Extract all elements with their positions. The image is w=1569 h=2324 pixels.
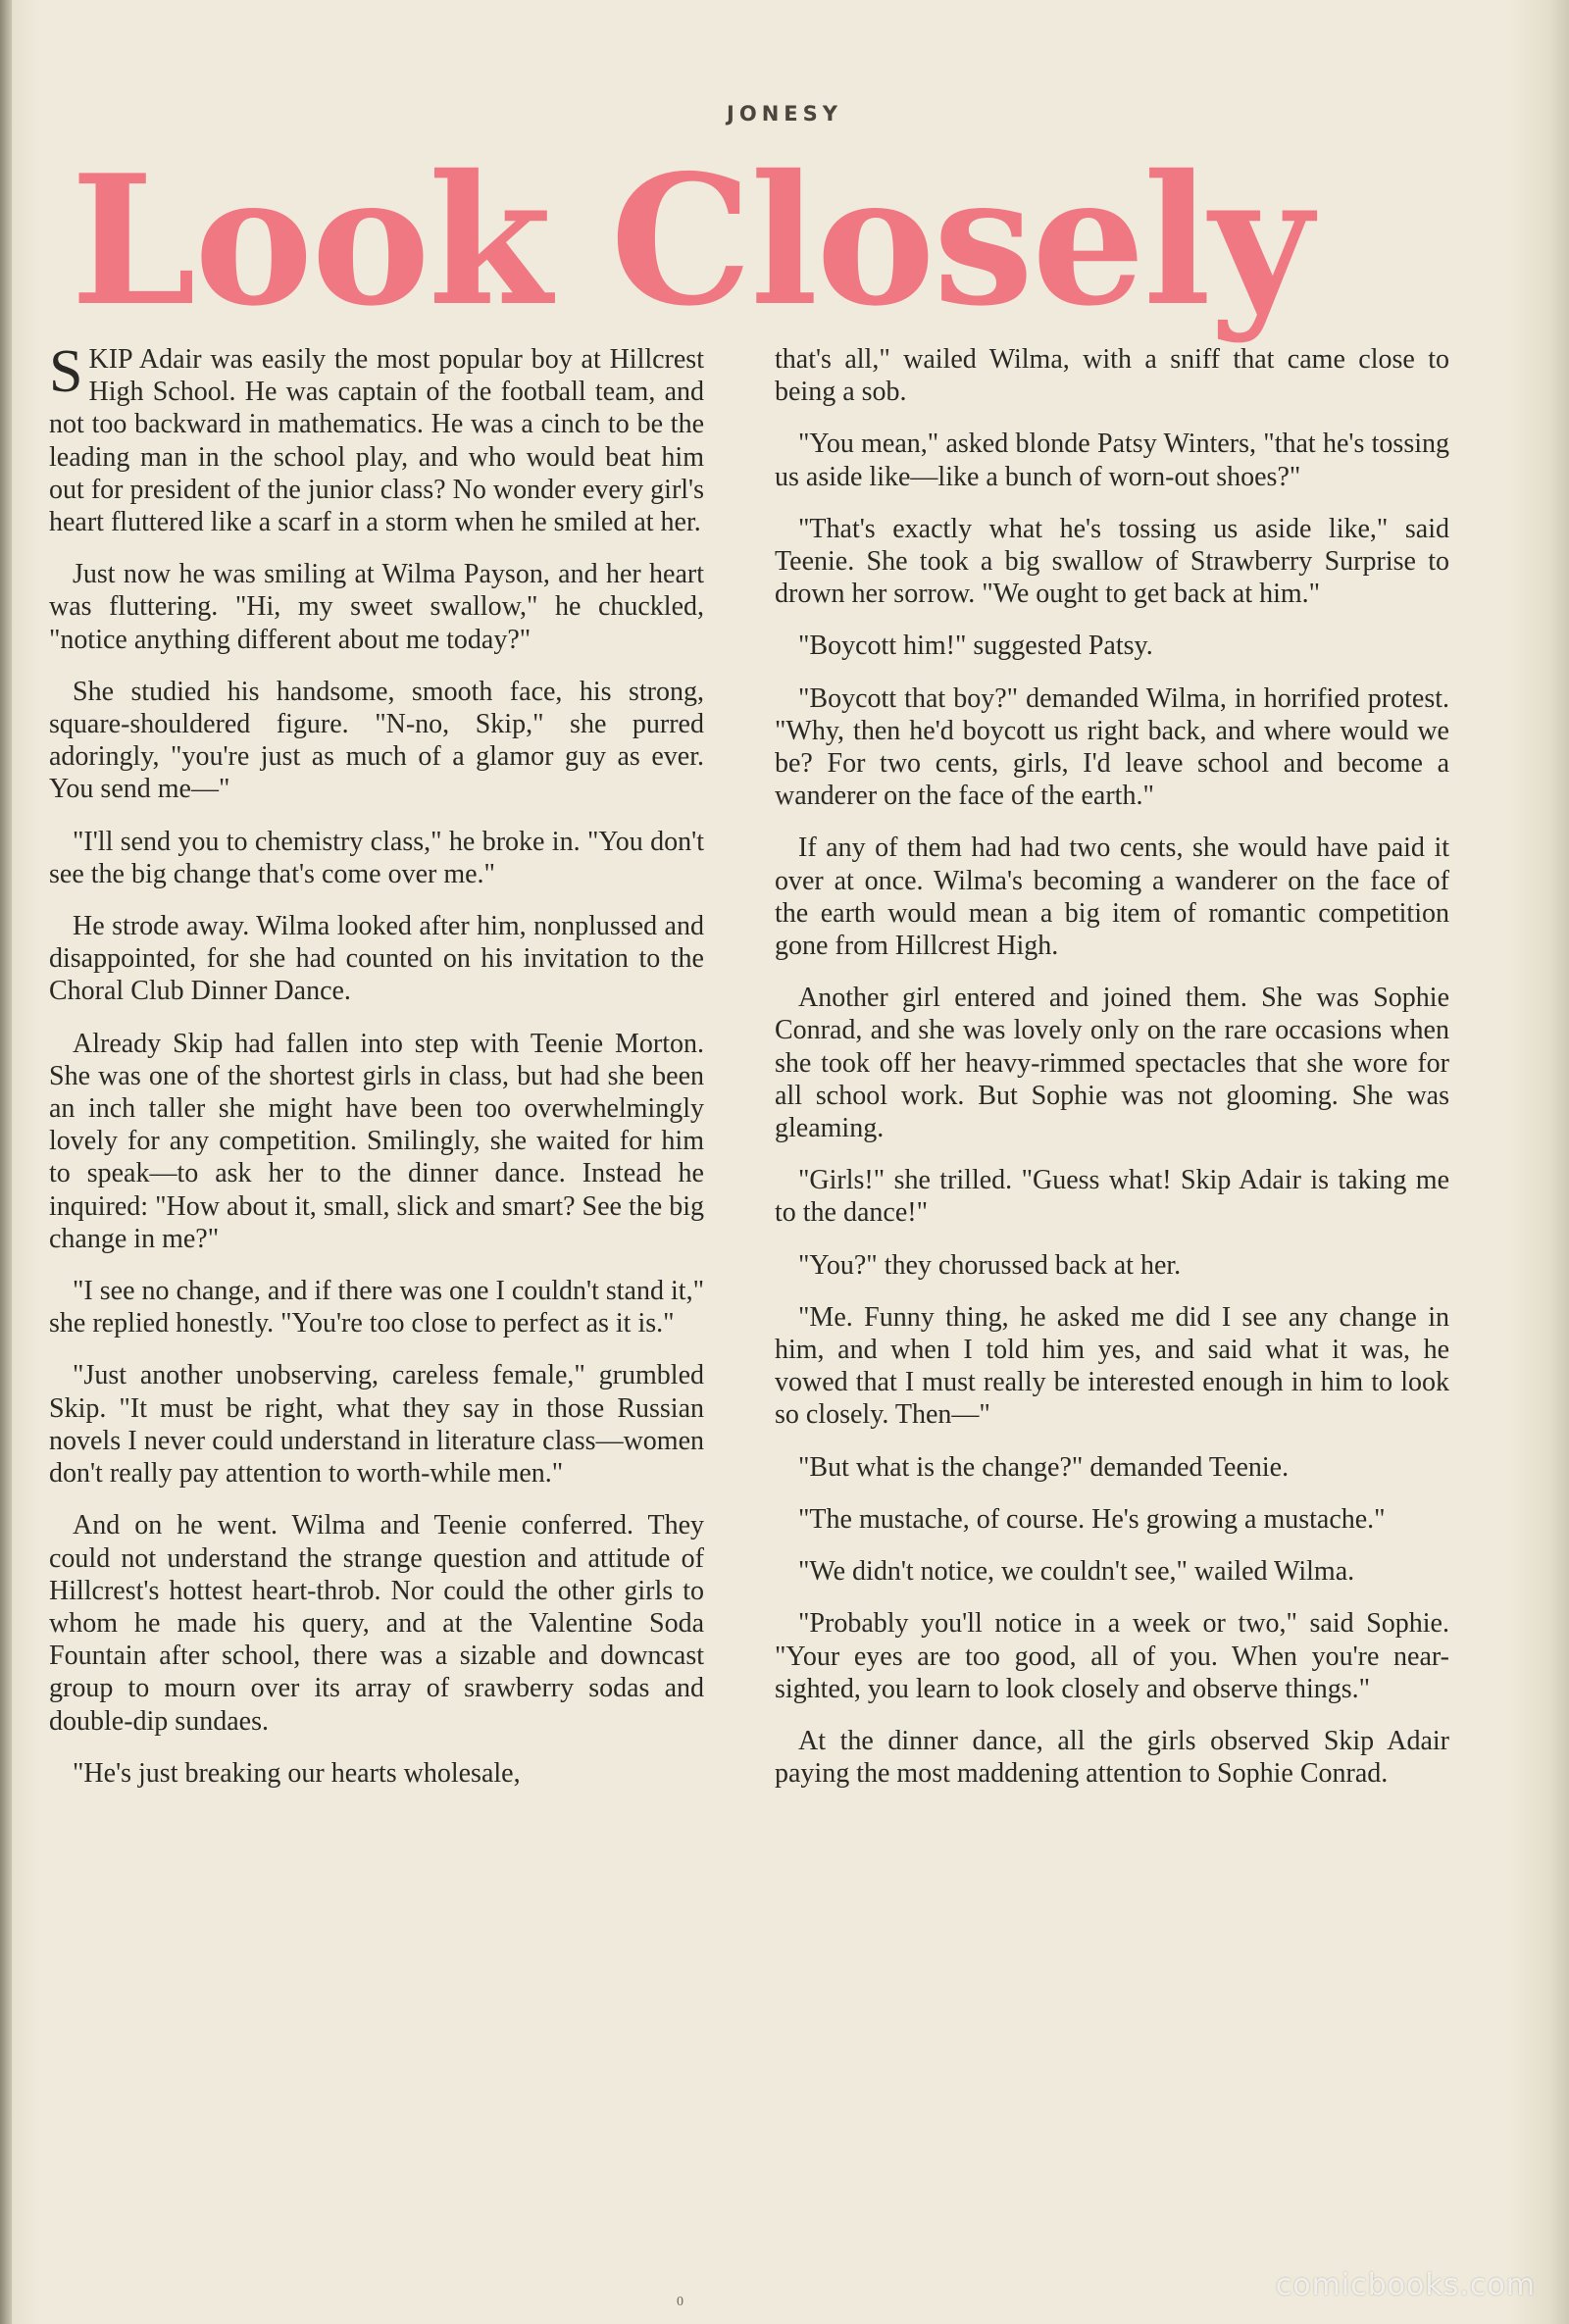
story-paragraph: He strode away. Wilma looked after him, nonplussed and disappointed, for she had counted on his invitation to the Choral Club Dinner Dance.: [49, 911, 704, 1007]
story-paragraph: "The mustache, of course. He's growing a mustache.": [798, 1503, 1386, 1535]
story-paragraph-text: KIP Adair was easily the most popular boy at Hillcrest High School. He was captain of the football team, and not too backward in mathematics. He was a cinch to be the leading man in the school play, and who would beat him out for president of the junior class? No wonder every girl's heart fluttered like a scarf in a storm when he smiled at her.: [49, 344, 704, 538]
story-paragraph: "Probably you'll notice in a week or two," said Sophie. "Your eyes are too good, all of you. When you're near-sighted, you learn to look closely and observe things.": [775, 1608, 1449, 1704]
story-paragraph: "You mean," asked blonde Patsy Winters, "that he's tossing us aside like—like a bunch of worn-out shoes?": [775, 429, 1449, 492]
drop-cap: S: [49, 338, 83, 405]
story-paragraph: "Me. Funny thing, he asked me did I see any change in him, and when I told him yes, and said what it was, he vowed that I must really be interested enough in him to look so closely. Then—": [775, 1301, 1449, 1431]
story-paragraph: Already Skip had fallen into step with Teenie Morton. She was one of the shortest girls in class, but had she been an inch taller she might have been too overwhelmingly lovely for any competition. Smilingly, she waited for him to speak—to ask her to the dinner dance. Instead he inquired: "How about it, small, slick and smart? See the big change in me?": [49, 1028, 704, 1254]
story-column-left: [49, 338, 704, 1809]
story-paragraph: At the dinner dance, all the girls observed Skip Adair paying the most maddening attention to Sophie Conrad.: [775, 1725, 1449, 1790]
watermark: comicbooks.com: [1275, 2268, 1536, 2302]
story-paragraph: "Boycott that boy?" demanded Wilma, in horrified protest. "Why, then he'd boycott us right back, and where would we be? For two cents, girls, I'd leave school and become a wanderer on the face of the earth.": [775, 682, 1449, 812]
story-paragraph: She studied his handsome, smooth face, his strong, square-shouldered figure. "N-no, Skip," she purred adoringly, "you're just as much of a glamor guy as ever. You send me—": [49, 676, 704, 805]
story-paragraph: that's all," wailed Wilma, with a sniff that came close to being a sob.: [775, 344, 1449, 408]
story-paragraph: If any of them had had two cents, she would have paid it over at once. Wilma's becoming a wanderer on the face of the earth would mean a big item of romantic competition gone from Hillcrest High.: [775, 833, 1449, 962]
story-paragraph: "I see no change, and if there was one I couldn't stand it," she replied honestly. "You're too close to perfect as it is.": [49, 1276, 704, 1339]
story-paragraph: Just now he was smiling at Wilma Payson, and her heart was fluttering. "Hi, my sweet swallow," he chuckled, "notice anything different about me today?": [49, 559, 704, 655]
page-binding-edge: [0, 0, 12, 2324]
story-paragraph: "He's just breaking our hearts wholesale,: [73, 1757, 521, 1789]
page-number: 0: [677, 2295, 683, 2309]
story-paragraph: And on he went. Wilma and Teenie conferred. They could not understand the strange question and attitude of Hillcrest's hottest heart-throb. Nor could the other girls to whom he made his query, and at the Valentine Soda Fountain after school, there was a sizable and downcast group to mourn over its array of srawberry sodas and double-dip sundaes.: [49, 1510, 704, 1737]
story-paragraph: "Girls!" she trilled. "Guess what! Skip Adair is taking me to the dance!": [775, 1165, 1449, 1229]
series-label: JONESY: [727, 102, 842, 126]
story-paragraph: Another girl entered and joined them. She was Sophie Conrad, and she was lovely only on the rare occasions when she took off her heavy-rimmed spectacles that she wore for all school work. But Sophie was not glooming. She was gleaming.: [775, 983, 1449, 1144]
story-paragraph: "Just another unobserving, careless female," grumbled Skip. "It must be right, what they say in those Russian novels I never could understand in literature class—women don't really pay attention to worth-while men.": [49, 1360, 704, 1490]
story-paragraph: [49, 338, 704, 538]
story-paragraph: "You?" they chorussed back at her.: [798, 1249, 1182, 1281]
story-paragraph: "We didn't notice, we couldn't see," wailed Wilma.: [798, 1556, 1355, 1588]
story-paragraph: "I'll send you to chemistry class," he broke in. "You don't see the big change that's come over me.": [49, 826, 704, 889]
story-title: Look Closely: [71, 135, 1311, 345]
story-paragraph: "Boycott him!" suggested Patsy.: [798, 631, 1153, 662]
story-paragraph: "That's exactly what he's tossing us aside like," said Teenie. She took a big swallow of Strawberry Surprise to drown her sorrow. "We ought to get back at him.": [775, 513, 1449, 610]
story-paragraph: "But what is the change?" demanded Teenie.: [798, 1451, 1290, 1483]
story-column-right: [775, 343, 1449, 1809]
